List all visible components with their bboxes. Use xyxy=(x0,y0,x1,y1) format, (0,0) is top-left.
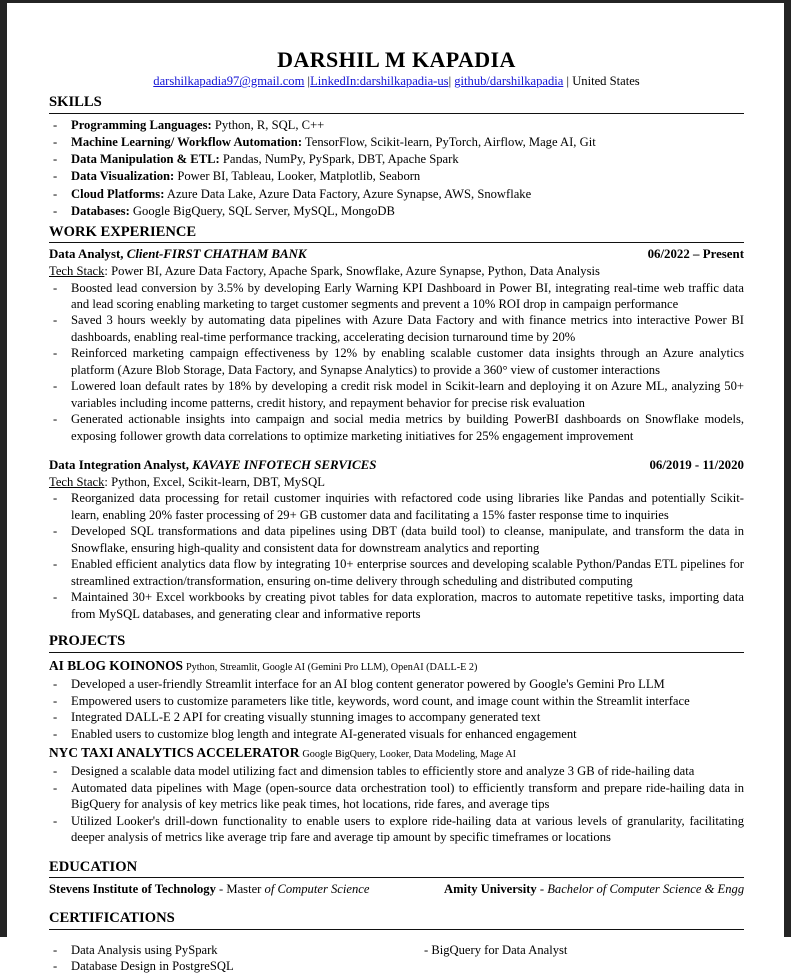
skills-list xyxy=(49,117,744,221)
bullet-text: Boosted lead conversion by 3.5% by developing Early Warning KPI Dashboard in Power BI, integrating real-time web traffic data and lead scoring enabling marketing to target customer segments and prevent a 10% ROI drop in campaign performance xyxy=(71,280,744,311)
list-item xyxy=(49,378,744,411)
skill-category-value: Azure Data Lake, Azure Data Factory, Azure Synapse, AWS, Snowflake xyxy=(164,186,532,201)
job-date: 06/2019 - 11/2020 xyxy=(649,458,744,473)
section-rule-projects xyxy=(49,652,744,653)
bullet-marker: - xyxy=(53,346,58,361)
list-item xyxy=(49,280,744,313)
bullet-marker: - xyxy=(53,280,58,295)
bullet-marker: - xyxy=(53,780,58,795)
education-entry xyxy=(49,881,444,897)
certifications-right-list xyxy=(424,942,567,958)
education-school: Stevens Institute of Technology xyxy=(49,882,216,897)
section-heading-certifications: CERTIFICATIONS xyxy=(49,910,175,927)
list-item-text xyxy=(71,117,744,134)
contact-separator-2: | xyxy=(448,74,455,89)
list-item-text xyxy=(71,490,744,523)
list-item xyxy=(49,958,429,974)
bullet-text: Empowered users to customize parameters like title, keywords, word count, and image count within the Streamlit interface xyxy=(71,693,690,708)
skill-category-label: Databases: xyxy=(71,203,130,218)
bullet-marker: - xyxy=(53,134,58,149)
education-field: of Computer Science xyxy=(261,882,370,897)
bullet-marker: - xyxy=(53,491,58,506)
bullet-text: Integrated DALL-E 2 API for creating visually stunning images to accompany generated text xyxy=(71,710,541,725)
experience-entry xyxy=(49,246,744,444)
tech-stack-value: : Power BI, Azure Data Factory, Apache Spark, Snowflake, Azure Synapse, Python, Data Analysis xyxy=(104,264,600,279)
list-item-text xyxy=(71,726,744,742)
bullet-marker: - xyxy=(53,152,58,167)
email-link[interactable]: darshilkapadia97@gmail.com xyxy=(153,74,305,89)
education-entry xyxy=(444,881,744,897)
skill-category-label: Programming Languages: xyxy=(71,117,212,132)
education-dash: - xyxy=(536,882,548,897)
list-item xyxy=(49,411,744,444)
bullet-marker: - xyxy=(53,379,58,394)
projects-list xyxy=(49,656,744,846)
education-field: Bachelor of Computer Science & Engg xyxy=(547,882,745,897)
linkedin-link[interactable]: LinkedIn:darshilkapadia-us xyxy=(310,74,449,89)
list-item xyxy=(49,589,744,622)
section-education xyxy=(49,857,744,898)
job-role: Data Analyst, xyxy=(49,247,127,262)
project-header xyxy=(49,656,744,676)
bullet-marker: - xyxy=(53,726,58,741)
github-link[interactable]: github/darshilkapadia xyxy=(454,74,564,89)
list-item-text xyxy=(71,958,429,974)
experience-bullets xyxy=(49,280,744,445)
bullet-text: Automated data pipelines with Mage (open-source data orchestration tool) to efficiently transform and prepare ride-hailing data in BigQuery for analysis of key metrics like peak times, hot locations, ride fares, and average tips xyxy=(71,780,744,812)
bullet-marker: - xyxy=(53,813,58,828)
section-rule-certifications xyxy=(49,929,744,930)
bullet-marker: - xyxy=(53,942,58,957)
experience-list xyxy=(49,246,744,622)
location-text: United States xyxy=(572,74,640,89)
bullet-marker: - xyxy=(53,117,58,132)
skill-category-value: Pandas, NumPy, PySpark, DBT, Apache Spark xyxy=(219,152,459,167)
list-item xyxy=(49,556,744,589)
certifications-columns xyxy=(49,942,744,975)
certification-text: Database Design in PostgreSQL xyxy=(71,959,234,974)
list-item-text xyxy=(71,280,744,313)
list-item-text xyxy=(71,693,744,709)
resume-sheet xyxy=(7,3,784,974)
list-item-text xyxy=(71,813,744,846)
list-item-text xyxy=(71,203,744,220)
section-projects xyxy=(49,631,744,846)
contact-separator-3: | xyxy=(563,74,573,89)
list-item-text xyxy=(71,186,744,203)
bullet-text: Reorganized data processing for retail customer inquiries with refactored code using libraries like Pandas and potentially Scikit-learn, enabling 20% faster processing of 29+ GB customer data and facilitating a 15% faster response time to inquiries xyxy=(71,491,744,522)
list-item xyxy=(49,134,744,151)
list-item-text xyxy=(71,763,744,779)
skill-category-value: Power BI, Tableau, Looker, Matplotlib, Seaborn xyxy=(174,169,421,184)
skill-category-label: Cloud Platforms: xyxy=(71,186,165,201)
bullet-marker: - xyxy=(53,203,58,218)
list-item xyxy=(49,168,744,185)
list-item-text xyxy=(71,780,744,813)
section-work-experience xyxy=(49,222,744,622)
bullet-marker: - xyxy=(53,169,58,184)
bullet-marker: - xyxy=(53,677,58,692)
section-heading-projects: PROJECTS xyxy=(49,633,126,650)
list-item-text xyxy=(71,676,744,692)
list-item xyxy=(49,203,744,220)
bullet-text: Enabled users to customize blog length and integrate AI-generated visuals for enhanced engagement xyxy=(71,726,577,741)
list-item-text xyxy=(71,134,744,151)
bullet-text: Lowered loan default rates by 18% by developing a credit risk model in Scikit-learn and deploying it on Azure ML, analyzing 50+ variables including income patterns, credit history, and repayment behavior for precise risk evaluation xyxy=(71,379,744,410)
section-rule-skills xyxy=(49,113,744,114)
education-school: Amity University xyxy=(444,882,537,897)
list-item-text xyxy=(71,151,744,168)
list-item-text xyxy=(71,378,744,411)
list-item xyxy=(49,813,744,846)
project-name: NYC TAXI ANALYTICS ACCELERATOR xyxy=(49,744,300,760)
list-item xyxy=(49,763,744,779)
list-item xyxy=(49,117,744,134)
experience-title-group xyxy=(49,246,307,263)
job-company: Client-FIRST CHATHAM BANK xyxy=(126,247,307,262)
list-item-text xyxy=(71,345,744,378)
list-item xyxy=(49,693,744,709)
skill-category-value: TensorFlow, Scikit-learn, PyTorch, Airflow, Mage AI, Git xyxy=(302,134,596,149)
list-item-text xyxy=(71,589,744,622)
bullet-text: Reinforced marketing campaign effectiveness by 12% by enabling scalable customer data insights through an Azure analytics platform (Azure Blob Storage, Data Factory, and Synapse Analytics) to provide a 360° view of customer interactions xyxy=(71,346,744,377)
bullet-text: Saved 3 hours weekly by automating data pipelines with Azure Data Factory and with finance metrics into interactive Power BI dashboards, enabling real-time performance tracking, accelerating decision turnaround time by 20% xyxy=(71,313,744,344)
list-item-text xyxy=(71,411,744,444)
section-certifications xyxy=(49,908,744,974)
section-rule-education xyxy=(49,877,744,878)
list-item-text xyxy=(71,556,744,589)
bullet-text: Utilized Looker's drill-down functionality to enable users to explore ride-hailing data at various levels of granularity, facilitating deeper analysis of metrics like average trip fare and average tip amount by specific timeframes or locations xyxy=(71,813,744,845)
skill-category-value: Python, R, SQL, C++ xyxy=(211,117,325,132)
list-item-text xyxy=(71,523,744,556)
list-item xyxy=(49,676,744,692)
bullet-marker: - xyxy=(53,524,58,539)
list-item-text xyxy=(71,312,744,345)
skill-category-label: Data Manipulation & ETL: xyxy=(71,152,220,167)
list-item xyxy=(49,151,744,168)
bullet-text: Developed a user-friendly Streamlit interface for an AI blog content generator powered by Google's Gemini Pro LLM xyxy=(71,677,665,692)
list-item xyxy=(49,523,744,556)
bullet-text: Developed SQL transformations and data pipelines using DBT (data build tool) to cleanse, manipulate, and transform the data in Snowflake, ensuring high-quality and consistent data for downstream analytics and reporting xyxy=(71,524,744,555)
job-role: Data Integration Analyst, xyxy=(49,458,193,473)
bullet-marker: - xyxy=(53,590,58,605)
job-company: KAVAYE INFOTECH SERVICES xyxy=(192,458,377,473)
project-header xyxy=(49,743,744,763)
list-item xyxy=(49,780,744,813)
tech-stack-value: : Python, Excel, Scikit-learn, DBT, MySQL xyxy=(104,475,325,490)
education-degree-type: Master xyxy=(226,882,262,897)
list-item xyxy=(49,186,744,203)
bullet-marker: - xyxy=(53,557,58,572)
bullet-text: Maintained 30+ Excel workbooks by creating pivot tables for data exploration, macros to automate repetitive tasks, importing data from MySQL databases, and generating clear and informative reports xyxy=(71,590,744,621)
page-title: DARSHIL M KAPADIA xyxy=(277,47,516,72)
list-item xyxy=(49,312,744,345)
list-item xyxy=(49,726,744,742)
education-row xyxy=(49,881,744,897)
certification-item: - BigQuery for Data Analyst xyxy=(424,942,568,957)
list-item xyxy=(49,345,744,378)
project-tech-stack: Google BigQuery, Looker, Data Modeling, Mage AI xyxy=(302,748,517,760)
job-date: 06/2022 – Present xyxy=(647,247,744,262)
bullet-marker: - xyxy=(53,959,58,974)
project-name: AI BLOG KOINONOS xyxy=(49,657,183,673)
bullet-marker: - xyxy=(53,313,58,328)
experience-header xyxy=(49,457,744,474)
contact-separator-1: | xyxy=(304,74,311,89)
section-rule-experience xyxy=(49,242,744,243)
bullet-marker: - xyxy=(53,412,58,427)
tech-stack-line xyxy=(49,263,744,279)
project-tech-stack: Python, Streamlit, Google AI (Gemini Pro LLM), OpenAI (DALL-E 2) xyxy=(185,661,478,673)
bullet-text: Enabled efficient analytics data flow by integrating 10+ enterprise sources and developing scalable Python/Pandas ETL pipelines for streamlined extraction/transformation, ensuring on-time delivery through scheduling and distributed computing xyxy=(71,557,744,588)
list-item xyxy=(49,490,744,523)
bullet-text: Generated actionable insights into campaign and social media metrics by building PowerBI dashboards on Snowflake models, exposing follower growth data correlations to optimize marketing initiatives for 25% engagement improvement xyxy=(71,412,744,443)
skill-category-label: Data Visualization: xyxy=(71,169,175,184)
section-skills xyxy=(49,92,744,220)
tech-stack-label: Tech Stack xyxy=(49,264,105,279)
list-item xyxy=(49,709,744,725)
bullet-marker: - xyxy=(53,710,58,725)
project-bullets xyxy=(49,676,744,742)
list-item-text xyxy=(71,942,429,958)
section-heading-education: EDUCATION xyxy=(49,858,138,875)
project-entry xyxy=(49,656,744,742)
education-dash: - xyxy=(215,882,227,897)
project-entry xyxy=(49,743,744,846)
bullet-marker: - xyxy=(53,764,58,779)
section-heading-experience: WORK EXPERIENCE xyxy=(49,224,197,241)
bullet-marker: - xyxy=(53,693,58,708)
experience-entry xyxy=(49,457,744,622)
contact-line xyxy=(49,74,744,89)
project-bullets xyxy=(49,763,744,845)
tech-stack-line xyxy=(49,474,744,490)
tech-stack-label: Tech Stack xyxy=(49,475,105,490)
skill-category-label: Machine Learning/ Workflow Automation: xyxy=(71,134,303,149)
experience-bullets xyxy=(49,490,744,622)
experience-header xyxy=(49,246,744,263)
list-item-text xyxy=(71,709,744,725)
certification-text: Data Analysis using PySpark xyxy=(71,942,218,957)
experience-title-group xyxy=(49,457,376,474)
bullet-text: Designed a scalable data model utilizing fact and dimension tables to efficiently store and analyze 3 GB of ride-hailing data xyxy=(71,764,695,779)
certifications-left-list xyxy=(49,942,429,975)
skill-category-value: Google BigQuery, SQL Server, MySQL, MongoDB xyxy=(129,203,395,218)
list-item xyxy=(49,942,429,958)
section-heading-skills: SKILLS xyxy=(49,94,102,111)
list-item-text xyxy=(71,168,744,185)
bullet-marker: - xyxy=(53,186,58,201)
